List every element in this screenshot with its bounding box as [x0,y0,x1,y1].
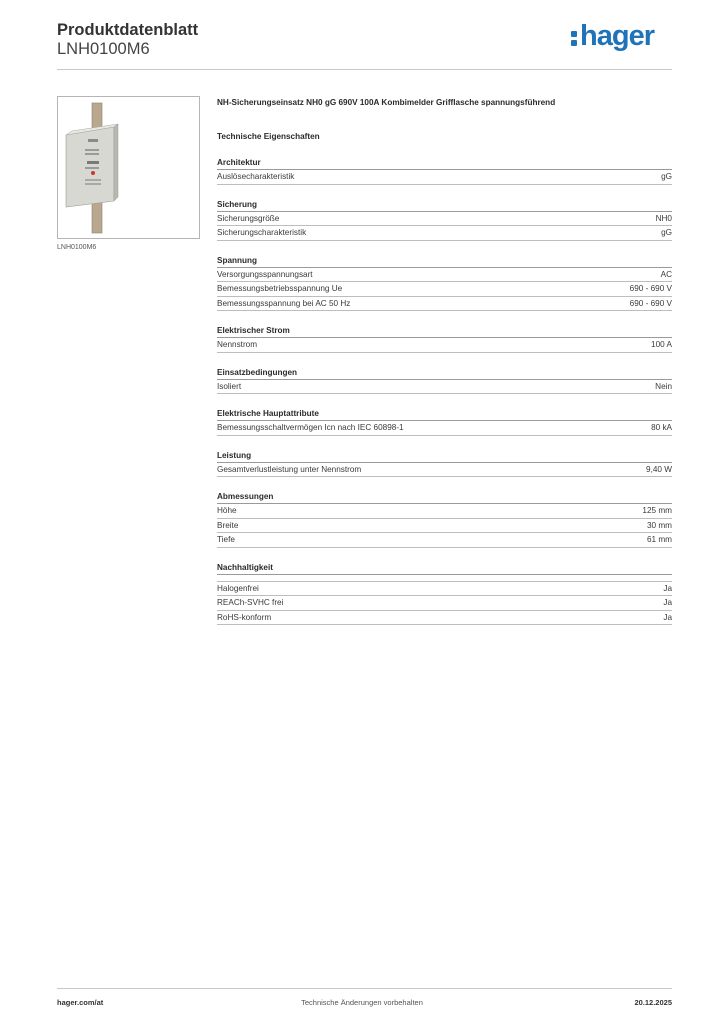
section-heading: Nachhaltigkeit [217,561,672,575]
footer-website-link[interactable]: hager.com/at [57,998,104,1007]
property-value: gG [661,172,672,181]
property-label: RoHS-konform [217,612,272,622]
property-label: Bemessungsschaltvermögen Icn nach IEC 60898-1 [217,423,404,432]
logo-text: hager [580,20,654,52]
hager-logo [571,20,654,53]
section-einsatzbedingungen [217,366,672,395]
property-row [217,268,672,283]
property-row [217,519,672,534]
property-row [217,212,672,227]
product-photo [57,96,200,239]
property-value: 100 A [651,340,672,349]
section-spannung [217,254,672,312]
property-label: Sicherungscharakteristik [217,228,307,237]
photo-caption: LNH0100M6 [57,244,97,251]
property-value: AC [660,269,672,279]
section-abmessungen [217,490,672,548]
property-value: Ja [663,612,672,622]
property-row [217,297,672,312]
product-title: NH-Sicherungseinsatz NH0 gG 690V 100A Kombimelder Grifflasche spannungsführend [217,98,556,107]
property-row [217,170,672,185]
property-label: Tiefe [217,535,235,544]
property-value: 30 mm [646,520,672,530]
property-label: Versorgungsspannungsart [217,269,313,279]
property-row [217,282,672,297]
property-label: REACh-SVHC frei [217,598,284,607]
technical-properties-heading: Technische Eigenschaften [217,132,320,141]
property-row [217,226,672,241]
property-label: Gesamtverlustleistung unter Nennstrom [217,464,362,474]
footer-date: 20.12.2025 [634,998,672,1007]
property-value: 61 mm [646,535,672,544]
footer-divider [57,988,672,989]
property-value: NH0 [655,213,672,223]
header-divider [57,69,672,70]
property-value: 80 kA [651,423,672,432]
property-value: Nein [655,381,672,391]
property-label: Sicherungsgröße [217,213,280,223]
section-heading: Spannung [217,254,672,268]
main-content [217,96,672,625]
section-heading: Architektur [217,156,672,170]
section-elektrische-hauptattribute [217,407,672,436]
property-value: 690 - 690 V [629,284,672,293]
property-row [217,421,672,436]
property-label: Bemessungsbetriebsspannung Ue [217,284,343,293]
section-heading: Abmessungen [217,490,672,504]
section-sicherung [217,198,672,241]
section-heading: Leistung [217,449,672,463]
section-leistung [217,449,672,478]
page-header [57,20,672,70]
property-row [217,338,672,353]
property-label: Isoliert [217,381,242,391]
property-row [217,463,672,478]
property-row [217,582,672,597]
property-value: gG [661,228,672,237]
section-heading: Elektrischer Strom [217,324,672,338]
property-label: Breite [217,520,239,530]
property-label: Nennstrom [217,340,258,349]
document-title: Produktdatenblatt [57,21,199,39]
property-label: Höhe [217,506,237,515]
footer-notice: Technische Änderungen vorbehalten [301,998,423,1007]
section-heading: Elektrische Hauptattribute [217,407,672,421]
fuse-product-photo-icon [58,97,199,238]
section-architektur [217,156,672,185]
property-label: Bemessungsspannung bei AC 50 Hz [217,298,351,308]
article-number: LNH0100M6 [57,40,150,58]
section-heading: Sicherung [217,198,672,212]
property-row [217,596,672,611]
property-row [217,611,672,626]
section-heading: Einsatzbedingungen [217,366,672,380]
logo-dots-icon [571,27,577,47]
section-nachhaltigkeit [217,561,672,626]
property-row [217,533,672,548]
section-elektrischer-strom [217,324,672,353]
property-row [217,504,672,519]
property-row [217,380,672,395]
property-label: Auslösecharakteristik [217,172,295,181]
section-spacer [217,575,672,582]
property-label: Halogenfrei [217,583,259,593]
property-value: 9,40 W [646,464,672,474]
property-value: Ja [663,583,672,593]
property-value: 690 - 690 V [629,298,672,308]
property-value: Ja [663,598,672,607]
property-value: 125 mm [642,506,672,515]
